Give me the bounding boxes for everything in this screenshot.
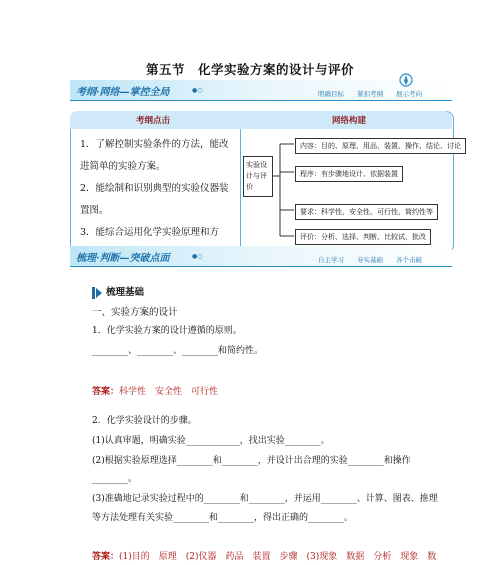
requirement-1: 1．了解控制实验条件的方法，能改进简单的实验方案。 (80, 139, 229, 172)
question-1-blanks: ________、________、________和简约性。 (92, 346, 264, 356)
band-dot-icon: ●○ (192, 87, 203, 94)
band-right-text: 自主学习 夯实基础 各个击破 (318, 256, 422, 264)
answer-label: 答案： (92, 552, 120, 562)
answer-2 (92, 549, 462, 562)
answer-label: 答案： (92, 387, 120, 397)
page-title: 第五节 化学实验方案的设计与评价 (145, 62, 354, 77)
question-2-3-cont: 等方法处理有关实验________和________，得出正确的________。 (92, 513, 354, 523)
center-node: 实验设计与评价 (243, 156, 273, 197)
answer-text: 科学性 安全性 可行性 (119, 387, 219, 397)
answer-1 (92, 384, 218, 397)
node-evaluation: 评价：分析、选择、判断、比较试、批改 (295, 229, 431, 245)
question-2-1: (1)认真审题，明确实验____________，找出实验________。 (92, 436, 330, 446)
section-band-review (70, 246, 452, 267)
section-heading: 一、实验方案的设计 (92, 307, 178, 318)
left-header-text: 考纲点击 (136, 116, 171, 126)
band-label: 梳理·判断—突破点面 (76, 253, 170, 264)
band-label: 考纲·网络—掌控全局 (76, 87, 170, 98)
question-1: 1．化学实验方案的设计遵循的原则。 (92, 326, 242, 336)
node-requirement: 要求：科学性、安全性、可行性、简约性等 (295, 204, 438, 220)
question-2-2: (2)根据实验原理选择________和________，并设计出合理的实验________和操作 (92, 456, 411, 466)
panel-divider (240, 129, 241, 251)
answer-text: (1)目的 原理 (2)仪器 药品 装置 步骤 (3)现象 数据 分析 现象 数 (119, 552, 437, 562)
band-right-text: 明确目标 紧扣考纲 展示考向 (318, 90, 422, 98)
node-procedure: 程序：有步骤地设计、依据装置 (295, 166, 403, 182)
question-2-2-cont: ________。 (92, 474, 138, 484)
requirement-3: 3．能综合运用化学实验原理和方 (80, 227, 220, 238)
node-content: 内容：目的、原理、用品、装置、操作、结论、讨论 (295, 138, 466, 154)
requirement-2: 2．能绘制和识别典型的实验仪器装置图。 (80, 183, 229, 216)
right-header-text: 网络构建 (332, 116, 367, 126)
question-2-3: (3)准确地记录实验过程中的________和________，并运用________、计算、图表、推理 (92, 494, 438, 504)
section-tag-icon (92, 284, 102, 296)
band-dot-icon: ●○ (192, 253, 203, 260)
section-band-outline (70, 80, 452, 101)
question-2: 2．化学实验设计的步骤。 (92, 416, 197, 426)
section-tag: 梳理基础 (106, 287, 145, 298)
compass-icon (398, 72, 414, 88)
